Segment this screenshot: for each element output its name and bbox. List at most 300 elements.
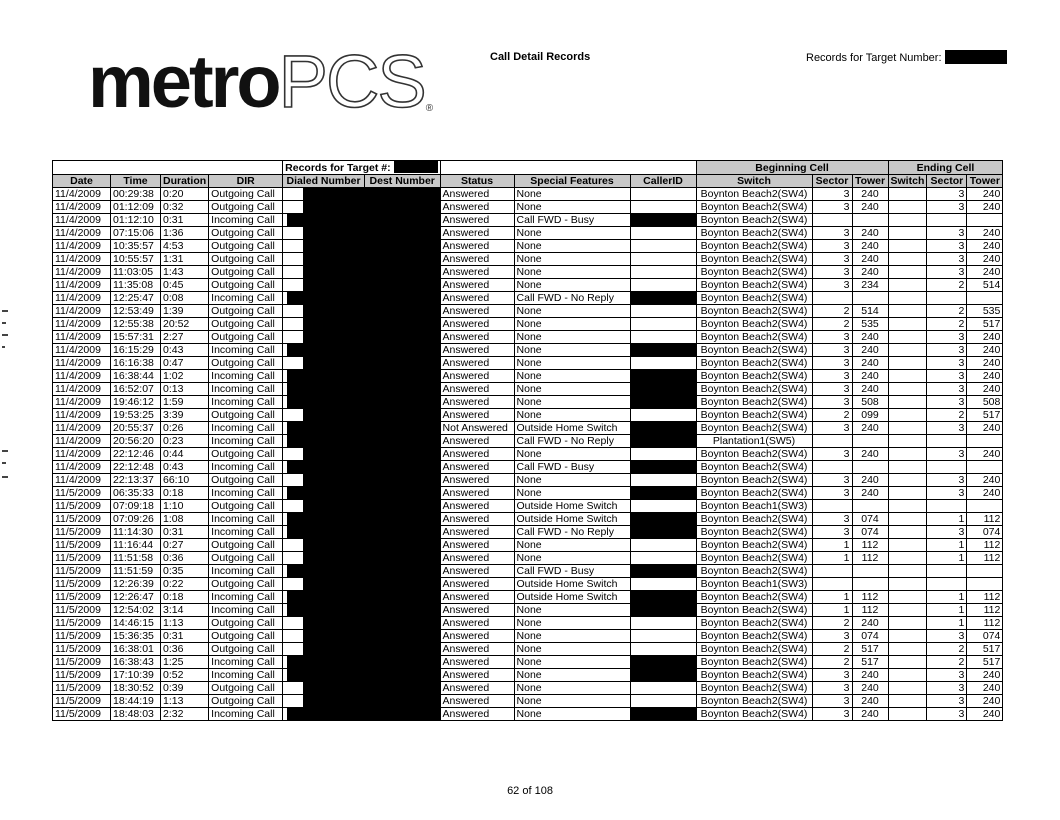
table-row [53, 409, 1003, 422]
cell-begin-tower: 517 [852, 643, 888, 656]
cell-end-switch [888, 695, 927, 708]
cell-begin-tower: 112 [852, 591, 888, 604]
cell-end-switch [888, 318, 927, 331]
cell-dialed-number [283, 695, 365, 708]
cell-status: Answered [440, 370, 514, 383]
cell-duration: 0:22 [161, 578, 209, 591]
cell-dialed-number [283, 513, 365, 526]
cell-begin-switch: Boynton Beach2(SW4) [696, 643, 812, 656]
cell-status: Answered [440, 396, 514, 409]
cell-dest-number [364, 513, 440, 526]
cell-direction: Incoming Call [209, 292, 283, 305]
cell-duration: 1:13 [161, 617, 209, 630]
cell-dest-number [364, 526, 440, 539]
cell-begin-switch: Boynton Beach2(SW4) [696, 461, 812, 474]
logo-wordmark-pcs: PCS [278, 40, 425, 123]
cell-time: 16:38:43 [111, 656, 161, 669]
cell-dest-number [364, 383, 440, 396]
cell-time: 17:10:39 [111, 669, 161, 682]
table-row [53, 669, 1003, 682]
cell-end-sector: 3 [927, 201, 967, 214]
table-row [53, 643, 1003, 656]
cell-caller-id [630, 383, 696, 396]
cell-caller-id [630, 305, 696, 318]
cell-begin-tower [852, 578, 888, 591]
cell-date: 11/5/2009 [53, 669, 111, 682]
cell-time: 11:14:30 [111, 526, 161, 539]
table-row [53, 305, 1003, 318]
cell-duration: 2:27 [161, 331, 209, 344]
cell-status: Answered [440, 188, 514, 201]
page-number: 62 of 108 [507, 785, 553, 797]
cell-date: 11/4/2009 [53, 435, 111, 448]
cell-end-sector: 3 [927, 422, 967, 435]
cell-special-features: None [514, 331, 630, 344]
cell-end-switch [888, 253, 927, 266]
cell-begin-sector: 3 [812, 357, 852, 370]
cell-begin-tower: 074 [852, 630, 888, 643]
table-row [53, 318, 1003, 331]
cell-end-switch [888, 305, 927, 318]
cell-begin-sector: 3 [812, 266, 852, 279]
cell-special-features: None [514, 474, 630, 487]
cell-caller-id [630, 695, 696, 708]
cell-begin-switch: Boynton Beach2(SW4) [696, 617, 812, 630]
cell-status: Answered [440, 695, 514, 708]
cell-special-features: Outside Home Switch [514, 513, 630, 526]
cell-dialed-number [283, 292, 365, 305]
redaction-block [303, 266, 364, 278]
cell-status: Answered [440, 448, 514, 461]
cell-begin-sector [812, 500, 852, 513]
cell-direction: Outgoing Call [209, 500, 283, 513]
cell-end-switch [888, 487, 927, 500]
cell-direction: Incoming Call [209, 565, 283, 578]
cell-duration: 1:10 [161, 500, 209, 513]
cell-end-switch [888, 266, 927, 279]
cell-dialed-number [283, 383, 365, 396]
cell-time: 12:54:02 [111, 604, 161, 617]
redaction-block [287, 435, 364, 447]
cell-status: Answered [440, 240, 514, 253]
cell-begin-sector: 1 [812, 539, 852, 552]
cell-begin-tower: 112 [852, 539, 888, 552]
cell-date: 11/4/2009 [53, 318, 111, 331]
cell-begin-switch: Boynton Beach1(SW3) [696, 578, 812, 591]
cell-begin-tower: 240 [852, 331, 888, 344]
cell-begin-switch: Boynton Beach2(SW4) [696, 266, 812, 279]
cell-begin-sector: 3 [812, 422, 852, 435]
cell-caller-id [630, 214, 696, 227]
cell-caller-id [630, 279, 696, 292]
cell-dest-number [364, 396, 440, 409]
table-row [53, 591, 1003, 604]
cell-dialed-number [283, 656, 365, 669]
table-row [53, 539, 1003, 552]
cell-begin-switch: Boynton Beach2(SW4) [696, 591, 812, 604]
table-row [53, 279, 1003, 292]
redaction-block [287, 591, 364, 603]
cell-time: 12:53:49 [111, 305, 161, 318]
cell-dialed-number [283, 500, 365, 513]
cell-date: 11/4/2009 [53, 266, 111, 279]
col-end-sector: Sector [927, 175, 967, 188]
table-row [53, 201, 1003, 214]
cell-caller-id [630, 357, 696, 370]
cell-end-tower: 240 [967, 188, 1003, 201]
redaction-block [287, 487, 364, 499]
cell-end-switch [888, 240, 927, 253]
cell-caller-id [630, 656, 696, 669]
cell-dest-number [364, 539, 440, 552]
redaction-block [303, 643, 364, 655]
cell-end-sector: 3 [927, 331, 967, 344]
cell-begin-tower [852, 565, 888, 578]
cell-end-switch [888, 214, 927, 227]
cell-direction: Outgoing Call [209, 279, 283, 292]
col-special-features: Special Features [514, 175, 630, 188]
cell-dialed-number [283, 318, 365, 331]
cell-end-sector: 3 [927, 227, 967, 240]
cell-dialed-number [283, 448, 365, 461]
cell-special-features: None [514, 201, 630, 214]
cell-dialed-number [283, 461, 365, 474]
cell-duration: 3:39 [161, 409, 209, 422]
cell-caller-id [630, 422, 696, 435]
cell-special-features: None [514, 409, 630, 422]
col-begin-tower: Tower [852, 175, 888, 188]
cell-time: 16:38:44 [111, 370, 161, 383]
cell-begin-tower: 074 [852, 513, 888, 526]
cell-end-sector: 1 [927, 604, 967, 617]
cell-end-switch [888, 513, 927, 526]
cell-dialed-number [283, 643, 365, 656]
cell-begin-sector: 3 [812, 448, 852, 461]
cell-begin-switch: Boynton Beach2(SW4) [696, 682, 812, 695]
cell-date: 11/5/2009 [53, 695, 111, 708]
cell-end-sector: 3 [927, 188, 967, 201]
cell-duration: 1:31 [161, 253, 209, 266]
cell-status: Answered [440, 565, 514, 578]
cell-direction: Outgoing Call [209, 240, 283, 253]
cell-caller-id [630, 500, 696, 513]
cell-begin-sector: 3 [812, 526, 852, 539]
cell-time: 10:55:57 [111, 253, 161, 266]
cell-end-switch [888, 201, 927, 214]
cell-begin-tower: 240 [852, 487, 888, 500]
cell-time: 11:16:44 [111, 539, 161, 552]
cell-date: 11/4/2009 [53, 422, 111, 435]
cell-end-sector: 2 [927, 279, 967, 292]
cell-caller-id [630, 331, 696, 344]
cell-date: 11/4/2009 [53, 214, 111, 227]
cell-time: 19:53:25 [111, 409, 161, 422]
cell-begin-sector: 3 [812, 487, 852, 500]
col-end-switch: Switch [888, 175, 927, 188]
redaction-block [287, 344, 364, 356]
cell-end-tower: 074 [967, 526, 1003, 539]
cell-dest-number [364, 487, 440, 500]
table-row [53, 240, 1003, 253]
cell-caller-id [630, 201, 696, 214]
cell-date: 11/4/2009 [53, 227, 111, 240]
cell-end-sector: 1 [927, 591, 967, 604]
cell-end-tower: 112 [967, 552, 1003, 565]
cell-caller-id [630, 591, 696, 604]
cell-special-features: Call FWD - No Reply [514, 292, 630, 305]
cell-dest-number [364, 565, 440, 578]
cell-caller-id [630, 487, 696, 500]
cell-special-features: Call FWD - Busy [514, 461, 630, 474]
cell-special-features: None [514, 266, 630, 279]
cell-special-features: None [514, 344, 630, 357]
cell-date: 11/5/2009 [53, 526, 111, 539]
cell-begin-switch: Boynton Beach2(SW4) [696, 552, 812, 565]
cell-end-switch [888, 331, 927, 344]
cell-status: Not Answered [440, 422, 514, 435]
cell-begin-switch: Boynton Beach2(SW4) [696, 448, 812, 461]
cell-dest-number [364, 474, 440, 487]
redaction-block [303, 318, 364, 330]
cell-status: Answered [440, 292, 514, 305]
cell-direction: Outgoing Call [209, 617, 283, 630]
cell-direction: Outgoing Call [209, 578, 283, 591]
cell-duration: 3:14 [161, 604, 209, 617]
cell-status: Answered [440, 201, 514, 214]
cell-begin-switch: Boynton Beach2(SW4) [696, 526, 812, 539]
cell-end-tower: 517 [967, 643, 1003, 656]
cell-caller-id [630, 461, 696, 474]
redaction-block [287, 565, 364, 577]
cell-end-tower [967, 500, 1003, 513]
cell-dialed-number [283, 617, 365, 630]
table-row [53, 656, 1003, 669]
cell-end-switch [888, 526, 927, 539]
cell-end-sector: 3 [927, 695, 967, 708]
cell-time: 00:29:38 [111, 188, 161, 201]
cell-direction: Incoming Call [209, 214, 283, 227]
col-begin-sector: Sector [812, 175, 852, 188]
cell-direction: Incoming Call [209, 487, 283, 500]
cell-date: 11/5/2009 [53, 500, 111, 513]
cell-begin-switch: Boynton Beach2(SW4) [696, 253, 812, 266]
cell-end-sector: 3 [927, 240, 967, 253]
ending-cell-header: Ending Cell [888, 161, 1003, 175]
cell-begin-tower [852, 500, 888, 513]
cell-duration: 0:47 [161, 357, 209, 370]
cell-date: 11/4/2009 [53, 331, 111, 344]
cell-end-sector: 2 [927, 643, 967, 656]
col-date: Date [53, 175, 111, 188]
cell-date: 11/4/2009 [53, 240, 111, 253]
cell-dest-number [364, 617, 440, 630]
cell-direction: Outgoing Call [209, 643, 283, 656]
cell-dest-number [364, 188, 440, 201]
table-row [53, 435, 1003, 448]
cell-begin-switch: Boynton Beach2(SW4) [696, 279, 812, 292]
cell-date: 11/4/2009 [53, 305, 111, 318]
redaction-block [287, 370, 364, 382]
cell-duration: 0:32 [161, 201, 209, 214]
cell-end-tower: 240 [967, 669, 1003, 682]
redaction-block [303, 331, 364, 343]
cell-end-sector [927, 435, 967, 448]
cell-end-switch [888, 552, 927, 565]
beginning-cell-header: Beginning Cell [696, 161, 888, 175]
cell-duration: 20:52 [161, 318, 209, 331]
cell-direction: Outgoing Call [209, 474, 283, 487]
redaction-block [303, 539, 364, 551]
cell-special-features: None [514, 240, 630, 253]
cell-end-switch [888, 500, 927, 513]
col-status: Status [440, 175, 514, 188]
cell-direction: Incoming Call [209, 396, 283, 409]
cell-duration: 1:25 [161, 656, 209, 669]
cell-time: 11:03:05 [111, 266, 161, 279]
cell-begin-tower: 112 [852, 552, 888, 565]
cell-dialed-number [283, 227, 365, 240]
cell-status: Answered [440, 227, 514, 240]
cell-begin-sector: 2 [812, 305, 852, 318]
cell-caller-id [630, 565, 696, 578]
cell-begin-switch: Boynton Beach2(SW4) [696, 201, 812, 214]
cell-begin-tower: 240 [852, 266, 888, 279]
cell-direction: Outgoing Call [209, 227, 283, 240]
cell-dest-number [364, 279, 440, 292]
cell-begin-tower: 514 [852, 305, 888, 318]
redaction-block [303, 227, 364, 239]
cell-direction: Outgoing Call [209, 188, 283, 201]
cell-status: Answered [440, 253, 514, 266]
cell-duration: 1:39 [161, 305, 209, 318]
cell-caller-id [630, 266, 696, 279]
cell-direction: Incoming Call [209, 526, 283, 539]
cell-status: Answered [440, 656, 514, 669]
table-row [53, 331, 1003, 344]
cell-begin-sector [812, 578, 852, 591]
cell-dialed-number [283, 266, 365, 279]
cell-special-features: Outside Home Switch [514, 500, 630, 513]
cell-date: 11/5/2009 [53, 487, 111, 500]
cell-end-sector [927, 214, 967, 227]
table-row [53, 227, 1003, 240]
cell-end-tower: 240 [967, 682, 1003, 695]
cell-begin-tower: 517 [852, 656, 888, 669]
cell-end-switch [888, 344, 927, 357]
cell-special-features: None [514, 305, 630, 318]
cell-begin-tower: 240 [852, 227, 888, 240]
cell-special-features: None [514, 708, 630, 721]
table-row [53, 565, 1003, 578]
cell-direction: Outgoing Call [209, 552, 283, 565]
logo-registered-mark: ® [425, 103, 434, 114]
cell-begin-switch: Boynton Beach2(SW4) [696, 656, 812, 669]
cell-end-tower: 112 [967, 539, 1003, 552]
cell-end-tower: 517 [967, 318, 1003, 331]
cell-duration: 0:36 [161, 552, 209, 565]
redaction-block [287, 214, 364, 226]
cell-date: 11/5/2009 [53, 708, 111, 721]
cell-end-tower: 240 [967, 266, 1003, 279]
cell-begin-tower: 240 [852, 474, 888, 487]
cell-special-features: Call FWD - No Reply [514, 526, 630, 539]
cell-direction: Incoming Call [209, 513, 283, 526]
cell-direction: Outgoing Call [209, 630, 283, 643]
cell-end-tower: 517 [967, 409, 1003, 422]
cell-date: 11/5/2009 [53, 630, 111, 643]
cell-dialed-number [283, 526, 365, 539]
cell-end-sector: 3 [927, 669, 967, 682]
redaction-block [303, 695, 364, 707]
cell-date: 11/5/2009 [53, 656, 111, 669]
cell-status: Answered [440, 305, 514, 318]
table-row [53, 344, 1003, 357]
cell-duration: 1:02 [161, 370, 209, 383]
cell-time: 01:12:10 [111, 214, 161, 227]
cell-end-tower: 514 [967, 279, 1003, 292]
cell-end-switch [888, 370, 927, 383]
cell-status: Answered [440, 630, 514, 643]
cell-begin-sector: 3 [812, 344, 852, 357]
cell-time: 18:44:19 [111, 695, 161, 708]
cell-date: 11/5/2009 [53, 513, 111, 526]
cell-dialed-number [283, 305, 365, 318]
cell-end-tower [967, 578, 1003, 591]
cell-dest-number [364, 656, 440, 669]
cell-time: 18:30:52 [111, 682, 161, 695]
cell-duration: 0:18 [161, 591, 209, 604]
cell-end-sector [927, 292, 967, 305]
cell-time: 15:36:35 [111, 630, 161, 643]
cell-end-switch [888, 591, 927, 604]
cell-status: Answered [440, 669, 514, 682]
cell-begin-sector: 3 [812, 708, 852, 721]
cell-special-features: None [514, 383, 630, 396]
cell-status: Answered [440, 526, 514, 539]
cell-date: 11/5/2009 [53, 617, 111, 630]
cell-caller-id [630, 630, 696, 643]
cell-begin-tower: 240 [852, 682, 888, 695]
cell-begin-sector: 1 [812, 591, 852, 604]
cell-time: 11:51:58 [111, 552, 161, 565]
cell-caller-id [630, 448, 696, 461]
cell-begin-tower: 112 [852, 604, 888, 617]
cell-end-sector: 1 [927, 513, 967, 526]
cell-direction: Outgoing Call [209, 266, 283, 279]
cell-begin-tower: 508 [852, 396, 888, 409]
cell-dialed-number [283, 214, 365, 227]
cell-status: Answered [440, 344, 514, 357]
cell-begin-switch: Boynton Beach2(SW4) [696, 305, 812, 318]
cell-duration: 0:39 [161, 682, 209, 695]
cell-dialed-number [283, 188, 365, 201]
cell-time: 18:48:03 [111, 708, 161, 721]
cell-time: 12:55:38 [111, 318, 161, 331]
cell-status: Answered [440, 474, 514, 487]
cell-begin-tower: 240 [852, 201, 888, 214]
cell-begin-tower: 240 [852, 617, 888, 630]
cell-begin-sector [812, 292, 852, 305]
cell-direction: Outgoing Call [209, 682, 283, 695]
cell-time: 22:12:48 [111, 461, 161, 474]
cell-time: 07:09:26 [111, 513, 161, 526]
cell-begin-switch: Boynton Beach2(SW4) [696, 474, 812, 487]
cell-caller-id [630, 578, 696, 591]
cell-direction: Outgoing Call [209, 448, 283, 461]
target-group-header: Records for Target #: [283, 161, 440, 175]
cell-end-sector: 2 [927, 305, 967, 318]
col-begin-switch: Switch [696, 175, 812, 188]
